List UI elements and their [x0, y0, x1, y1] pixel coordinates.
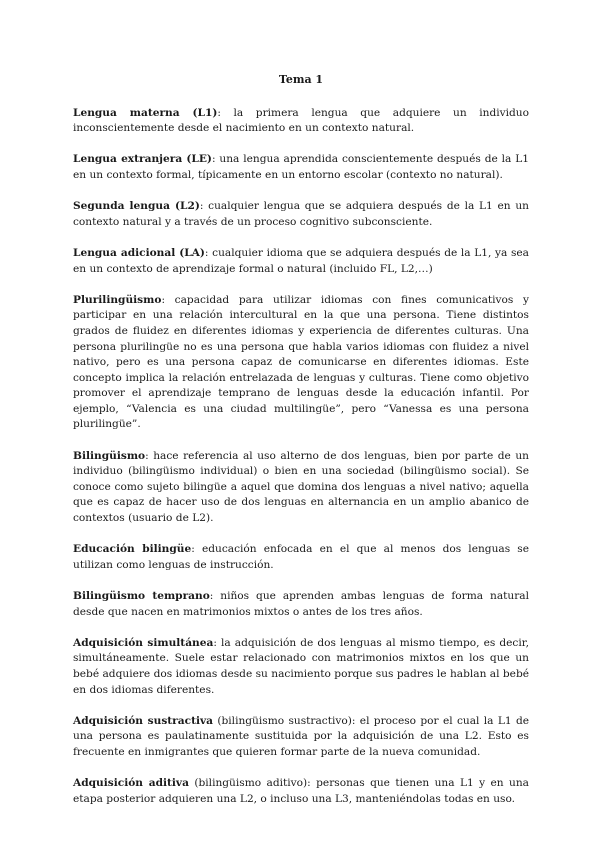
entry-adquisicion-aditiva: [73, 776, 529, 807]
entry-definition: : la adquisición de dos lenguas al mismo tiempo, es decir, simultáneamente. Suele estar relacionado con matrimonios mixtos en los que un bebé adquiere dos idiomas desde su nacimiento porque sus padres le hablan al bebé en dos idiomas diferentes.: [73, 636, 530, 696]
entry-term: Adquisición simultánea: [73, 636, 214, 649]
entry-definition: : niños que aprenden ambas lenguas de forma natural desde que nacen en matrimonios mixtos o antes de los tres años.: [73, 590, 529, 618]
entry-bilinguismo: [73, 449, 529, 527]
entry-definition: : una lengua aprendida conscientemente después de la L1 en un contexto formal, típicamente en un entorno escolar (contexto no natural).: [73, 153, 529, 181]
entry-segunda-lengua: [73, 199, 529, 230]
entry-definition: : hace referencia al uso alterno de dos lenguas, bien por parte de un individuo (bilingüismo individual) o bien en una sociedad (bilingüismo social). Se conoce como sujeto bilingüe a aquel que domina dos lenguas a nivel nativo; aquella que es capaz de hacer uso de dos lenguas en alternancia en un amplio abanico de contextos (usuario de L2).: [73, 449, 529, 525]
entry-term: Lengua materna (L1): [73, 106, 218, 119]
entry-definition: : educación enfocada en el que al menos dos lenguas se utilizan como lenguas de instrucción.: [73, 543, 529, 571]
entry-term: Lengua extranjera (LE): [73, 153, 212, 166]
entry-term: Bilingüismo temprano: [73, 590, 210, 602]
entry-definition: : capacidad para utilizar idiomas con fines comunicativos y participar en una relación intercultural en la que una persona. Tiene distintos grados de fluidez en diferentes idiomas y experiencia de diferentes culturas. Una persona plurilingüe no es una persona que habla varios idiomas con fluidez a nivel nativo, pero es una persona capaz de comunicarse en diferentes idiomas. Este concepto implica la relación entrelazada de lenguas y culturas. Tiene como objetivo promover el aprendizaje temprano de lenguas desde la educación infantil. Por ejemplo, “Valencia es una ciudad multilingüe”, pero “Vanessa es una persona plurilingüe”.: [73, 293, 529, 431]
entry-term: Educación bilingüe: [73, 543, 192, 556]
page-title: Tema 1: [278, 73, 324, 86]
entry-definition: : cualquier lengua que se adquiera después de la L1 en un contexto natural y a través de un proceso cognitivo subconsciente.: [73, 200, 529, 228]
entry-definition: : cualquier idioma que se adquiera después de la L1, ya sea en un contexto de aprendizaje formal o natural (incluido FL, L2,…): [73, 246, 529, 275]
entry-definition: (bilingüismo aditivo): personas que tienen una L1 y en una etapa posterior adquieren una L2, o incluso una L3, manteniéndolas todas en uso.: [73, 777, 530, 805]
entry-term: Adquisición aditiva: [73, 777, 189, 790]
entry-bilinguismo-temprano: [73, 589, 529, 620]
entry-definition: (bilingüismo sustractivo): el proceso por el cual la L1 de una persona es paulatinamente sustituida por la adquisición de una L2. Esto es frecuente en inmigrantes que quieren formar parte de la nueva comunidad.: [73, 714, 529, 758]
entry-adquisicion-simultanea: [73, 636, 529, 698]
entry-term: Bilingüismo: [73, 449, 146, 462]
entry-lengua-adicional: [73, 246, 529, 277]
entry-term: Segunda lengua (L2): [73, 200, 200, 213]
entry-educacion-bilingue: [73, 542, 529, 573]
entry-lengua-materna: [73, 106, 529, 137]
entry-term: Lengua adicional (LA): [73, 246, 205, 259]
entry-adquisicion-sustractiva: [73, 714, 529, 761]
entry-term: Adquisición sustractiva: [73, 714, 214, 727]
entry-definition: : la primera lengua que adquiere un individuo inconscientemente desde el nacimiento en un contexto natural.: [73, 106, 529, 135]
entry-plurilinguismo: [73, 293, 529, 433]
entry-term: Plurilingüismo: [73, 293, 162, 306]
entry-lengua-extranjera: [73, 152, 529, 183]
